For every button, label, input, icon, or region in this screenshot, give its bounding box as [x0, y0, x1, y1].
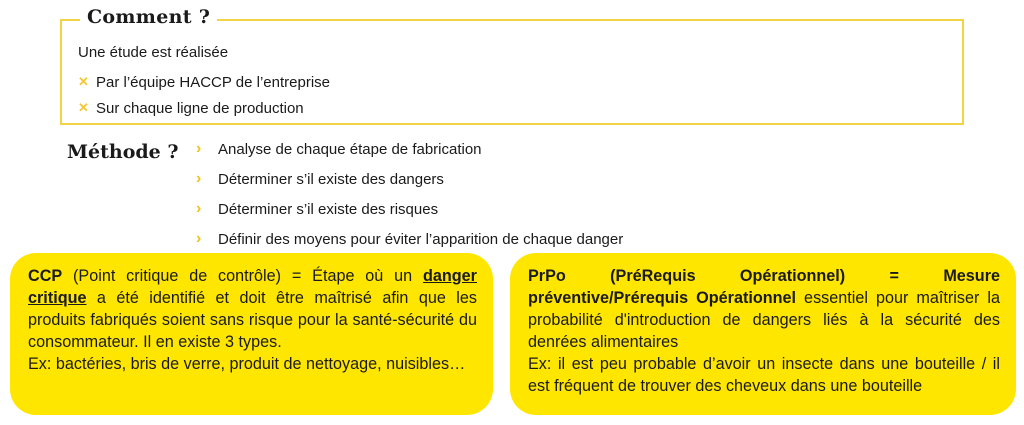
- prpo-example: Ex: il est peu probable d’avoir un insecte dans une bouteille / il est fréquent de trouver des cheveux dans une bouteille: [528, 355, 1000, 395]
- prpo-definition: [528, 265, 1000, 353]
- prpo-bold-text: Mesure préventive/Prérequis Opérationnel: [528, 267, 1000, 307]
- ccp-definition: [28, 265, 477, 353]
- list-item-label: Définir des moyens pour éviter l’apparition de chaque danger: [218, 230, 624, 248]
- chevron-right-icon: ›: [196, 140, 202, 157]
- prpo-text: essentiel pour maîtriser la probabilité d'introduction de dangers liés à la sécurité des denrées alimentaires: [528, 289, 1000, 351]
- list-item-label: Déterminer s’il existe des risques: [218, 200, 439, 218]
- prpo-card: [510, 253, 1016, 415]
- list-item-label: Déterminer s’il existe des dangers: [218, 170, 444, 188]
- cross-bullet-icon: ✕: [78, 100, 89, 115]
- methode-list: [196, 134, 623, 254]
- prpo-term: PrPo (PréRequis Opérationnel) =: [528, 267, 944, 285]
- list-item: [196, 194, 623, 224]
- cross-bullet-icon: ✕: [78, 74, 89, 89]
- chevron-right-icon: ›: [196, 230, 202, 247]
- list-item: [196, 164, 623, 194]
- danger-critique-text: danger critique: [28, 267, 477, 307]
- ccp-term: CCP: [28, 267, 63, 285]
- chevron-right-icon: ›: [196, 170, 202, 187]
- list-item: [196, 134, 623, 164]
- list-item-label: Par l’équipe HACCP de l’entreprise: [96, 73, 331, 91]
- list-item-label: Sur chaque ligne de production: [96, 99, 304, 117]
- ccp-text-1: (Point critique de contrôle) = Étape où un: [62, 267, 424, 285]
- list-item-label: Analyse de chaque étape de fabrication: [218, 140, 482, 158]
- comment-heading: Comment ?: [80, 6, 217, 28]
- chevron-right-icon: ›: [196, 200, 202, 217]
- list-item: [78, 95, 330, 121]
- methode-heading: Méthode ?: [67, 141, 179, 163]
- ccp-example: Ex: bactéries, bris de verre, produit de nettoyage, nuisibles…: [28, 355, 466, 373]
- list-item: [78, 69, 330, 95]
- list-item: [196, 224, 623, 254]
- comment-intro: Une étude est réalisée: [78, 44, 229, 61]
- ccp-card: [10, 253, 493, 415]
- comment-list: [78, 69, 330, 121]
- ccp-text-2: a été identifié et doit être maîtrisé afin que les produits fabriqués soient sans risque pour la santé-sécurité du consommateur. Il en existe 3 types.: [28, 289, 477, 351]
